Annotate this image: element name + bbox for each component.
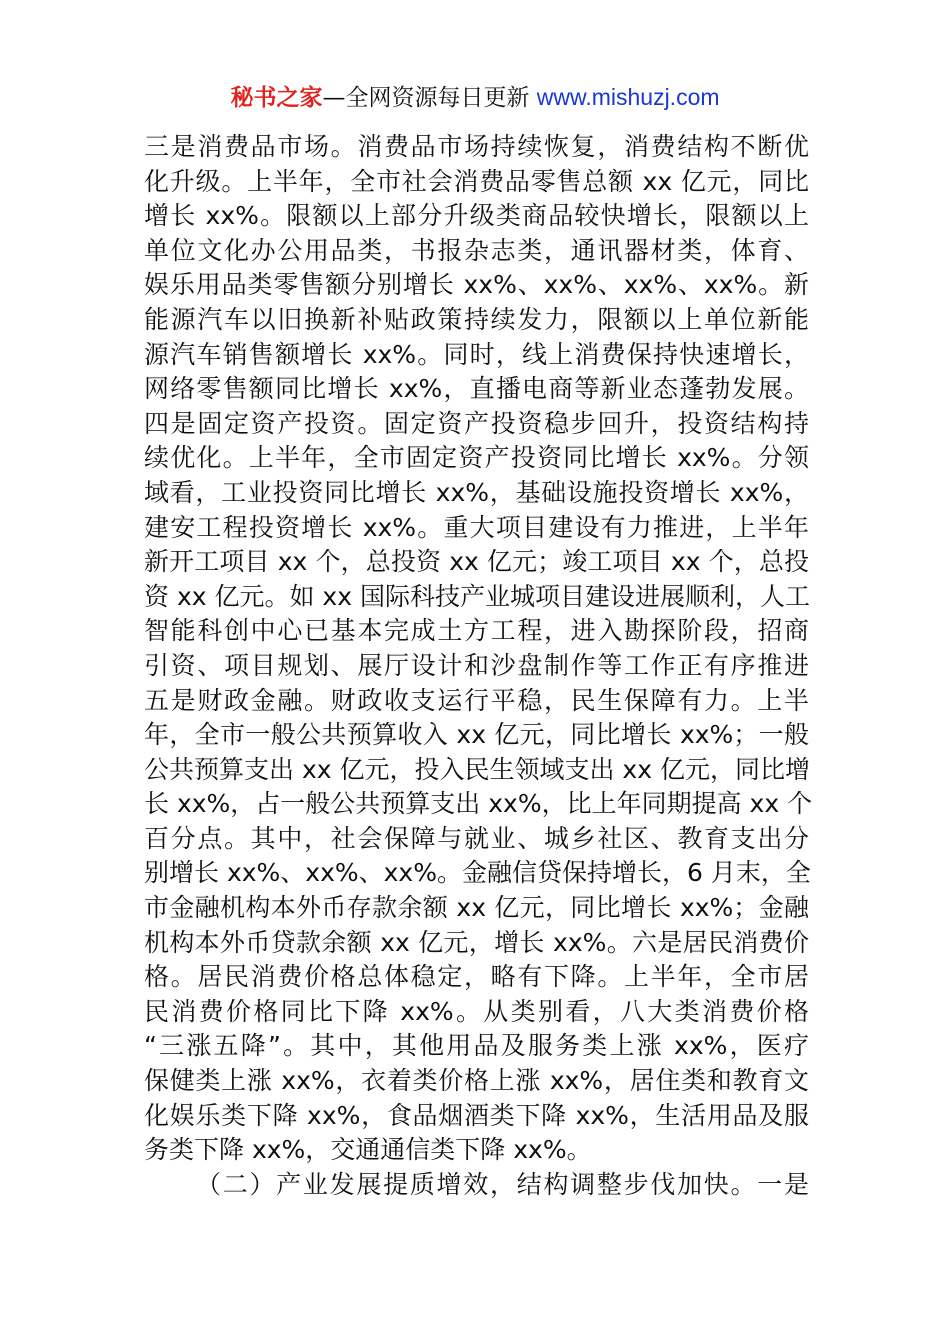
- text-line: 续优化。上半年，全市固定资产投资同比增长 xx%。分领: [144, 443, 809, 473]
- text-line: 资 xx 亿元。如 xx 国际科技产业城项目建设进展顺利，人工: [144, 581, 810, 611]
- text-line: 别增长 xx%、xx%、xx%。金融信贷保持增长，6 月末，全: [144, 858, 811, 888]
- text-line: 能源汽车以旧换新补贴政策持续发力，限额以上单位新能: [144, 304, 809, 334]
- text-line: 五是财政金融。财政收支运行平稳，民生保障有力。上半: [144, 685, 809, 715]
- section-heading-line: （二）产业发展提质增效，结构调整步伐加快。一是: [196, 1169, 809, 1199]
- site-url-link[interactable]: www.mishuzj.com: [536, 84, 720, 110]
- text-line: 网络零售额同比增长 xx%，直播电商等新业态蓬勃发展。: [144, 374, 809, 404]
- document-body: [144, 130, 813, 1202]
- text-line: 长 xx%，占一般公共预算支出 xx%，比上年同期提高 xx 个: [144, 789, 813, 819]
- text-line: 务类下降 xx%，交通通信类下降 xx%。: [144, 1135, 592, 1165]
- text-line: 增长 xx%。限额以上部分升级类商品较快增长，限额以上: [144, 201, 809, 231]
- site-header: [0, 80, 950, 115]
- text-line: 建安工程投资增长 xx%。重大项目建设有力推进，上半年: [144, 512, 809, 542]
- brand-name: 秘书之家: [230, 85, 323, 111]
- text-line: 智能科创中心已基本完成土方工程，进入勘探阶段，招商: [144, 616, 809, 646]
- text-line: 化娱乐类下降 xx%，食品烟酒类下降 xx%，生活用品及服: [144, 1100, 809, 1130]
- text-line: 百分点。其中，社会保障与就业、城乡社区、教育支出分: [144, 823, 809, 853]
- text-line: 四是固定资产投资。固定资产投资稳步回升，投资结构持: [144, 408, 809, 438]
- text-line: 公共预算支出 xx 亿元，投入民生领域支出 xx 亿元，同比增: [144, 754, 810, 784]
- text-line: 三是消费品市场。消费品市场持续恢复，消费结构不断优: [144, 132, 809, 161]
- text-line: 年，全市一般公共预算收入 xx 亿元，同比增长 xx%；一般: [144, 720, 809, 750]
- text-line: “三涨五降”。其中，其他用品及服务类上涨 xx%，医疗: [144, 1031, 809, 1061]
- text-line: 域看，工业投资同比增长 xx%，基础设施投资增长 xx%，: [144, 477, 809, 507]
- text-line: 源汽车销售额增长 xx%。同时，线上消费保持快速增长，: [144, 339, 809, 369]
- text-line: 引资、项目规划、展厅设计和沙盘制作等工作正有序推进: [144, 650, 809, 680]
- text-line: 民消费价格同比下降 xx%。从类别看，八大类消费价格: [144, 996, 809, 1026]
- text-line: 市金融机构本外币存款余额 xx 亿元，同比增长 xx%；金融: [144, 893, 809, 923]
- text-line: 新开工项目 xx 个，总投资 xx 亿元；竣工项目 xx 个，总投: [144, 547, 809, 577]
- text-line: 化升级。上半年，全市社会消费品零售总额 xx 亿元，同比: [144, 166, 809, 196]
- text-line: 格。居民消费价格总体稳定，略有下降。上半年，全市居: [144, 962, 809, 992]
- text-line: 机构本外币贷款余额 xx 亿元，增长 xx%。六是居民消费价: [144, 927, 809, 957]
- text-line: 单位文化办公用品类，书报杂志类，通讯器材类，体育、: [144, 235, 809, 265]
- text-line: 娱乐用品类零售额分别增长 xx%、xx%、xx%、xx%。新: [144, 270, 809, 300]
- text-line: 保健类上涨 xx%，衣着类价格上涨 xx%，居住类和教育文: [144, 1066, 809, 1096]
- header-tagline: —全网资源每日更新: [322, 85, 530, 111]
